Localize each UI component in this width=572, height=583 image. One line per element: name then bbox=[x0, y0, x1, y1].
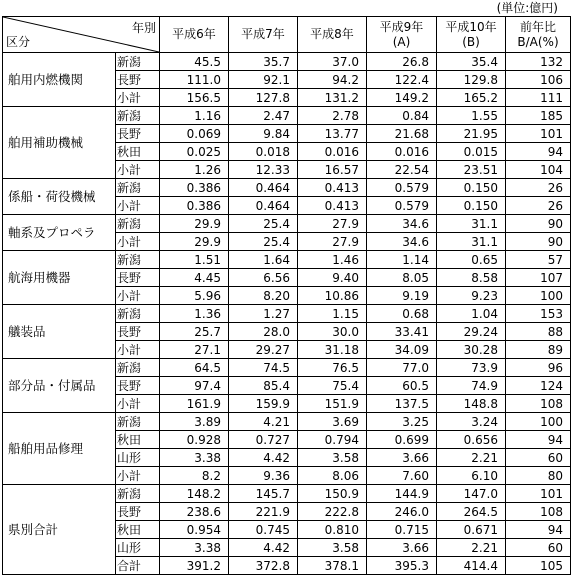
value-cell: 16.57 bbox=[298, 161, 367, 179]
value-cell: 2.21 bbox=[437, 539, 506, 557]
column-header-line1: 前年比 bbox=[519, 19, 556, 34]
value-cell: 85.4 bbox=[229, 377, 298, 395]
value-cell: 101 bbox=[506, 485, 571, 503]
value-cell: 27.1 bbox=[160, 341, 229, 359]
value-cell: 1.46 bbox=[298, 251, 367, 269]
table-row bbox=[3, 305, 571, 323]
value-cell: 165.2 bbox=[437, 89, 506, 107]
value-cell: 29.9 bbox=[160, 233, 229, 251]
column-header-line1: 平成6年 bbox=[172, 27, 216, 41]
prefecture-cell: 新潟 bbox=[116, 251, 160, 269]
value-cell: 96 bbox=[506, 359, 571, 377]
category-cell: 係船・荷役機械 bbox=[3, 179, 116, 215]
value-cell: 0.386 bbox=[160, 179, 229, 197]
value-cell: 1.26 bbox=[160, 161, 229, 179]
prefecture-cell: 長野 bbox=[116, 269, 160, 287]
value-cell: 3.38 bbox=[160, 449, 229, 467]
value-cell: 29.24 bbox=[437, 323, 506, 341]
value-cell: 100 bbox=[506, 413, 571, 431]
value-cell: 22.54 bbox=[367, 161, 437, 179]
prefecture-cell: 新潟 bbox=[116, 107, 160, 125]
prefecture-cell: 小計 bbox=[116, 89, 160, 107]
value-cell: 1.16 bbox=[160, 107, 229, 125]
value-cell: 238.6 bbox=[160, 503, 229, 521]
value-cell: 94 bbox=[506, 143, 571, 161]
value-cell: 0.025 bbox=[160, 143, 229, 161]
category-cell: 舶用補助機械 bbox=[3, 107, 116, 179]
value-cell: 31.18 bbox=[298, 341, 367, 359]
value-cell: 30.0 bbox=[298, 323, 367, 341]
prefecture-cell: 新潟 bbox=[116, 413, 160, 431]
value-cell: 101 bbox=[506, 125, 571, 143]
value-cell: 161.9 bbox=[160, 395, 229, 413]
value-cell: 74.5 bbox=[229, 359, 298, 377]
table-row bbox=[3, 179, 571, 197]
column-header bbox=[298, 17, 367, 53]
value-cell: 1.55 bbox=[437, 107, 506, 125]
value-cell: 1.04 bbox=[437, 305, 506, 323]
prefecture-cell: 長野 bbox=[116, 71, 160, 89]
category-cell: 軸系及プロペラ bbox=[3, 215, 116, 251]
value-cell: 74.9 bbox=[437, 377, 506, 395]
value-cell: 149.2 bbox=[367, 89, 437, 107]
value-cell: 94.2 bbox=[298, 71, 367, 89]
column-header-line2: (A) bbox=[392, 34, 411, 49]
prefecture-cell: 長野 bbox=[116, 377, 160, 395]
value-cell: 90 bbox=[506, 215, 571, 233]
column-header-line1: 平成8年 bbox=[310, 27, 354, 41]
value-cell: 8.20 bbox=[229, 287, 298, 305]
value-cell: 1.64 bbox=[229, 251, 298, 269]
value-cell: 92.1 bbox=[229, 71, 298, 89]
prefecture-cell: 小計 bbox=[116, 395, 160, 413]
value-cell: 395.3 bbox=[367, 557, 437, 575]
value-cell: 1.51 bbox=[160, 251, 229, 269]
value-cell: 27.9 bbox=[298, 215, 367, 233]
value-cell: 111 bbox=[506, 89, 571, 107]
value-cell: 0.413 bbox=[298, 179, 367, 197]
prefecture-cell: 新潟 bbox=[116, 359, 160, 377]
table-row bbox=[3, 53, 571, 71]
value-cell: 4.42 bbox=[229, 539, 298, 557]
column-header-line2: (B) bbox=[462, 34, 480, 49]
prefecture-cell: 小計 bbox=[116, 161, 160, 179]
value-cell: 104 bbox=[506, 161, 571, 179]
value-cell: 0.464 bbox=[229, 197, 298, 215]
value-cell: 3.66 bbox=[367, 449, 437, 467]
value-cell: 73.9 bbox=[437, 359, 506, 377]
value-cell: 0.794 bbox=[298, 431, 367, 449]
value-cell: 76.5 bbox=[298, 359, 367, 377]
value-cell: 33.41 bbox=[367, 323, 437, 341]
value-cell: 64.5 bbox=[160, 359, 229, 377]
value-cell: 3.66 bbox=[367, 539, 437, 557]
value-cell: 77.0 bbox=[367, 359, 437, 377]
prefecture-cell: 秋田 bbox=[116, 143, 160, 161]
value-cell: 1.27 bbox=[229, 305, 298, 323]
table-row bbox=[3, 413, 571, 431]
value-cell: 129.8 bbox=[437, 71, 506, 89]
value-cell: 13.77 bbox=[298, 125, 367, 143]
value-cell: 0.65 bbox=[437, 251, 506, 269]
table-row bbox=[3, 485, 571, 503]
value-cell: 2.47 bbox=[229, 107, 298, 125]
value-cell: 35.4 bbox=[437, 53, 506, 71]
value-cell: 105 bbox=[506, 557, 571, 575]
table-body bbox=[3, 53, 571, 575]
value-cell: 0.656 bbox=[437, 431, 506, 449]
value-cell: 144.9 bbox=[367, 485, 437, 503]
prefecture-cell: 新潟 bbox=[116, 179, 160, 197]
column-header-line1: 平成9年 bbox=[379, 19, 424, 34]
value-cell: 2.78 bbox=[298, 107, 367, 125]
value-cell: 35.7 bbox=[229, 53, 298, 71]
value-cell: 8.06 bbox=[298, 467, 367, 485]
value-cell: 1.36 bbox=[160, 305, 229, 323]
value-cell: 0.069 bbox=[160, 125, 229, 143]
value-cell: 5.96 bbox=[160, 287, 229, 305]
value-cell: 127.8 bbox=[229, 89, 298, 107]
category-cell: 舶用内燃機関 bbox=[3, 53, 116, 107]
category-cell: 航海用機器 bbox=[3, 251, 116, 305]
value-cell: 148.2 bbox=[160, 485, 229, 503]
value-cell: 246.0 bbox=[367, 503, 437, 521]
value-cell: 26.8 bbox=[367, 53, 437, 71]
value-cell: 25.4 bbox=[229, 233, 298, 251]
value-cell: 185 bbox=[506, 107, 571, 125]
value-cell: 60 bbox=[506, 449, 571, 467]
value-cell: 6.56 bbox=[229, 269, 298, 287]
value-cell: 31.1 bbox=[437, 233, 506, 251]
prefecture-cell: 新潟 bbox=[116, 53, 160, 71]
value-cell: 147.0 bbox=[437, 485, 506, 503]
value-cell: 0.150 bbox=[437, 197, 506, 215]
prefecture-cell: 小計 bbox=[116, 197, 160, 215]
column-header-line2: B/A(%) bbox=[517, 34, 559, 49]
prefecture-cell: 長野 bbox=[116, 125, 160, 143]
column-header bbox=[506, 17, 571, 53]
category-cell: 部分品・付属品 bbox=[3, 359, 116, 413]
value-cell: 0.671 bbox=[437, 521, 506, 539]
value-cell: 0.016 bbox=[298, 143, 367, 161]
value-cell: 29.27 bbox=[229, 341, 298, 359]
prefecture-cell: 合計 bbox=[116, 557, 160, 575]
value-cell: 131.2 bbox=[298, 89, 367, 107]
value-cell: 29.9 bbox=[160, 215, 229, 233]
value-cell: 0.015 bbox=[437, 143, 506, 161]
value-cell: 0.84 bbox=[367, 107, 437, 125]
value-cell: 30.28 bbox=[437, 341, 506, 359]
column-header-line1: 平成10年 bbox=[445, 19, 497, 34]
value-cell: 122.4 bbox=[367, 71, 437, 89]
value-cell: 23.51 bbox=[437, 161, 506, 179]
value-cell: 108 bbox=[506, 503, 571, 521]
value-cell: 88 bbox=[506, 323, 571, 341]
unit-label: (単位:億円) bbox=[496, 1, 558, 15]
value-cell: 4.21 bbox=[229, 413, 298, 431]
value-cell: 31.1 bbox=[437, 215, 506, 233]
category-cell: 船舶用品修理 bbox=[3, 413, 116, 485]
value-cell: 0.68 bbox=[367, 305, 437, 323]
table-row bbox=[3, 107, 571, 125]
value-cell: 1.15 bbox=[298, 305, 367, 323]
value-cell: 26 bbox=[506, 197, 571, 215]
value-cell: 12.33 bbox=[229, 161, 298, 179]
value-cell: 34.6 bbox=[367, 215, 437, 233]
value-cell: 9.19 bbox=[367, 287, 437, 305]
value-cell: 80 bbox=[506, 467, 571, 485]
value-cell: 372.8 bbox=[229, 557, 298, 575]
value-cell: 4.42 bbox=[229, 449, 298, 467]
value-cell: 0.464 bbox=[229, 179, 298, 197]
value-cell: 21.95 bbox=[437, 125, 506, 143]
value-cell: 108 bbox=[506, 395, 571, 413]
value-cell: 0.386 bbox=[160, 197, 229, 215]
value-cell: 3.38 bbox=[160, 539, 229, 557]
prefecture-cell: 小計 bbox=[116, 233, 160, 251]
value-cell: 60 bbox=[506, 539, 571, 557]
value-cell: 26 bbox=[506, 179, 571, 197]
value-cell: 3.24 bbox=[437, 413, 506, 431]
value-cell: 0.018 bbox=[229, 143, 298, 161]
header-row bbox=[3, 17, 571, 53]
value-cell: 100 bbox=[506, 287, 571, 305]
value-cell: 391.2 bbox=[160, 557, 229, 575]
value-cell: 221.9 bbox=[229, 503, 298, 521]
prefecture-cell: 小計 bbox=[116, 341, 160, 359]
category-cell: 県別合計 bbox=[3, 485, 116, 575]
value-cell: 7.60 bbox=[367, 467, 437, 485]
value-cell: 90 bbox=[506, 233, 571, 251]
category-cell: 艤装品 bbox=[3, 305, 116, 359]
column-header bbox=[160, 17, 229, 53]
value-cell: 150.9 bbox=[298, 485, 367, 503]
value-cell: 34.09 bbox=[367, 341, 437, 359]
value-cell: 3.69 bbox=[298, 413, 367, 431]
value-cell: 0.016 bbox=[367, 143, 437, 161]
value-cell: 3.58 bbox=[298, 449, 367, 467]
value-cell: 8.58 bbox=[437, 269, 506, 287]
prefecture-cell: 新潟 bbox=[116, 305, 160, 323]
prefecture-cell: 山形 bbox=[116, 449, 160, 467]
value-cell: 107 bbox=[506, 269, 571, 287]
value-cell: 0.715 bbox=[367, 521, 437, 539]
value-cell: 21.68 bbox=[367, 125, 437, 143]
value-cell: 25.4 bbox=[229, 215, 298, 233]
value-cell: 414.4 bbox=[437, 557, 506, 575]
column-header-line1: 平成7年 bbox=[241, 27, 285, 41]
prefecture-cell: 新潟 bbox=[116, 485, 160, 503]
value-cell: 124 bbox=[506, 377, 571, 395]
prefecture-cell: 秋田 bbox=[116, 431, 160, 449]
value-cell: 153 bbox=[506, 305, 571, 323]
value-cell: 8.2 bbox=[160, 467, 229, 485]
value-cell: 137.5 bbox=[367, 395, 437, 413]
value-cell: 145.7 bbox=[229, 485, 298, 503]
table-row bbox=[3, 251, 571, 269]
value-cell: 106 bbox=[506, 71, 571, 89]
value-cell: 0.810 bbox=[298, 521, 367, 539]
value-cell: 94 bbox=[506, 431, 571, 449]
value-cell: 28.0 bbox=[229, 323, 298, 341]
value-cell: 89 bbox=[506, 341, 571, 359]
value-cell: 0.954 bbox=[160, 521, 229, 539]
value-cell: 10.86 bbox=[298, 287, 367, 305]
prefecture-cell: 小計 bbox=[116, 467, 160, 485]
value-cell: 75.4 bbox=[298, 377, 367, 395]
value-cell: 8.05 bbox=[367, 269, 437, 287]
value-cell: 27.9 bbox=[298, 233, 367, 251]
value-cell: 222.8 bbox=[298, 503, 367, 521]
corner-category-label: 区分 bbox=[6, 35, 31, 49]
value-cell: 264.5 bbox=[437, 503, 506, 521]
table-row bbox=[3, 215, 571, 233]
value-cell: 159.9 bbox=[229, 395, 298, 413]
value-cell: 3.58 bbox=[298, 539, 367, 557]
corner-cell bbox=[3, 17, 160, 53]
value-cell: 0.579 bbox=[367, 197, 437, 215]
value-cell: 151.9 bbox=[298, 395, 367, 413]
corner-year-label: 年別 bbox=[131, 21, 156, 35]
value-cell: 378.1 bbox=[298, 557, 367, 575]
value-cell: 97.4 bbox=[160, 377, 229, 395]
value-cell: 45.5 bbox=[160, 53, 229, 71]
value-cell: 0.150 bbox=[437, 179, 506, 197]
value-cell: 9.84 bbox=[229, 125, 298, 143]
value-cell: 3.25 bbox=[367, 413, 437, 431]
value-cell: 0.413 bbox=[298, 197, 367, 215]
value-cell: 148.8 bbox=[437, 395, 506, 413]
column-header bbox=[367, 17, 437, 53]
value-cell: 111.0 bbox=[160, 71, 229, 89]
column-header bbox=[437, 17, 506, 53]
value-cell: 9.36 bbox=[229, 467, 298, 485]
prefecture-cell: 新潟 bbox=[116, 215, 160, 233]
value-cell: 60.5 bbox=[367, 377, 437, 395]
prefecture-cell: 山形 bbox=[116, 539, 160, 557]
prefecture-cell: 小計 bbox=[116, 287, 160, 305]
prefecture-cell: 秋田 bbox=[116, 521, 160, 539]
value-cell: 4.45 bbox=[160, 269, 229, 287]
value-cell: 3.89 bbox=[160, 413, 229, 431]
value-cell: 94 bbox=[506, 521, 571, 539]
prefecture-cell: 長野 bbox=[116, 503, 160, 521]
value-cell: 156.5 bbox=[160, 89, 229, 107]
value-cell: 9.40 bbox=[298, 269, 367, 287]
statistics-table bbox=[2, 16, 571, 575]
table-row bbox=[3, 359, 571, 377]
prefecture-cell: 長野 bbox=[116, 323, 160, 341]
value-cell: 6.10 bbox=[437, 467, 506, 485]
value-cell: 1.14 bbox=[367, 251, 437, 269]
value-cell: 34.6 bbox=[367, 233, 437, 251]
value-cell: 25.7 bbox=[160, 323, 229, 341]
value-cell: 0.699 bbox=[367, 431, 437, 449]
value-cell: 9.23 bbox=[437, 287, 506, 305]
value-cell: 0.745 bbox=[229, 521, 298, 539]
value-cell: 0.579 bbox=[367, 179, 437, 197]
value-cell: 37.0 bbox=[298, 53, 367, 71]
value-cell: 2.21 bbox=[437, 449, 506, 467]
value-cell: 132 bbox=[506, 53, 571, 71]
value-cell: 57 bbox=[506, 251, 571, 269]
column-header bbox=[229, 17, 298, 53]
value-cell: 0.928 bbox=[160, 431, 229, 449]
value-cell: 0.727 bbox=[229, 431, 298, 449]
